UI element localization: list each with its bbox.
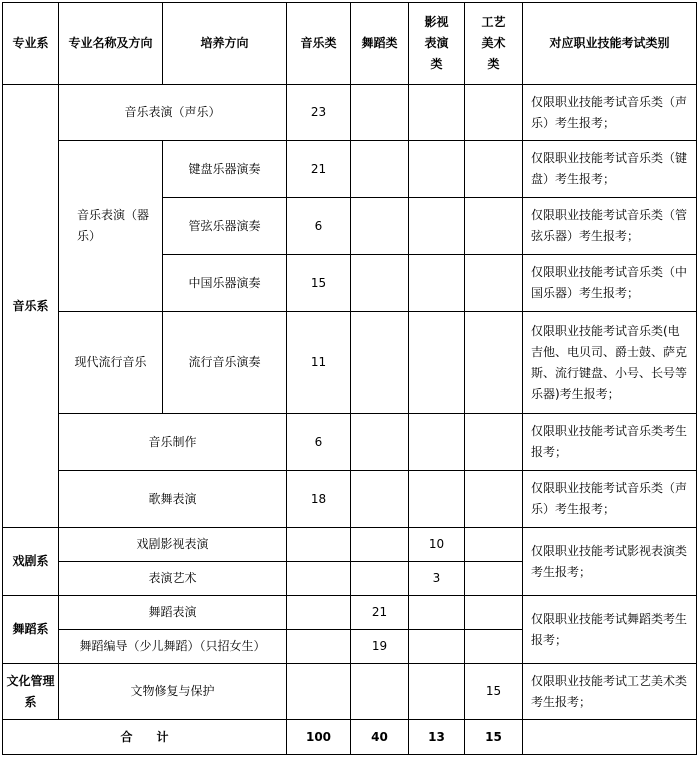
music-count: 21: [287, 141, 351, 198]
major-cell: 歌舞表演: [59, 471, 287, 528]
header-music: 音乐类: [287, 3, 351, 85]
table-row: [3, 312, 697, 414]
direction-cell: 中国乐器演奏: [163, 255, 287, 312]
table-row: [3, 471, 697, 528]
header-film: [409, 3, 465, 85]
header-direction: 培养方向: [163, 3, 287, 85]
exam-cell: 仅限职业技能考试工艺美术类考生报考；: [523, 664, 697, 720]
header-dept: 专业系: [3, 3, 59, 85]
major-cell: 音乐表演（声乐）: [59, 85, 287, 141]
dance-count: 19: [351, 630, 409, 664]
header-row: [3, 3, 697, 85]
exam-cell: 仅限职业技能考试音乐类（声乐）考生报考；: [523, 85, 697, 141]
music-count: 6: [287, 414, 351, 471]
header-craft: [465, 3, 523, 85]
table-row: [3, 528, 697, 562]
total-music: 100: [287, 720, 351, 755]
enrollment-table: [2, 2, 697, 755]
craft-count: 15: [465, 664, 523, 720]
major-cell: 表演艺术: [59, 562, 287, 596]
table-row: [3, 85, 697, 141]
table-row: [3, 664, 697, 720]
header-craft-line: 美术: [481, 36, 506, 50]
exam-cell: 仅限职业技能考试音乐类考生报考；: [523, 414, 697, 471]
major-cell: 音乐制作: [59, 414, 287, 471]
table-row: [3, 596, 697, 630]
exam-cell: 仅限职业技能考试舞蹈类考生报考；: [523, 596, 697, 664]
header-film-line: 类: [430, 57, 443, 71]
exam-cell: 仅限职业技能考试音乐类（中国乐器）考生报考；: [523, 255, 697, 312]
exam-cell: 仅限职业技能考试音乐类(电吉他、电贝司、爵士鼓、萨克斯、流行键盘、小号、长号等乐器)考生报考；: [523, 312, 697, 414]
dept-culture: 文化管理系: [3, 664, 59, 720]
dept-drama: 戏剧系: [3, 528, 59, 596]
dept-dance: 舞蹈系: [3, 596, 59, 664]
direction-cell: 管弦乐器演奏: [163, 198, 287, 255]
exam-cell: 仅限职业技能考试音乐类（声乐）考生报考；: [523, 471, 697, 528]
film-count: 10: [409, 528, 465, 562]
header-craft-line: 工艺: [481, 15, 506, 29]
music-count: 11: [287, 312, 351, 414]
music-count: 23: [287, 85, 351, 141]
direction-cell: 键盘乐器演奏: [163, 141, 287, 198]
dance-count: 21: [351, 596, 409, 630]
music-count: 15: [287, 255, 351, 312]
total-label: 合 计: [3, 720, 287, 755]
major-cell: 舞蹈表演: [59, 596, 287, 630]
total-film: 13: [409, 720, 465, 755]
exam-cell: 仅限职业技能考试音乐类（键盘）考生报考；: [523, 141, 697, 198]
header-film-line: 表演: [424, 36, 449, 50]
dept-music: 音乐系: [3, 85, 59, 528]
header-exam: 对应职业技能考试类别: [523, 3, 697, 85]
music-count: 18: [287, 471, 351, 528]
film-count: 3: [409, 562, 465, 596]
total-row: [3, 720, 697, 755]
total-dance: 40: [351, 720, 409, 755]
exam-cell: 仅限职业技能考试影视表演类考生报考；: [523, 528, 697, 596]
total-craft: 15: [465, 720, 523, 755]
major-cell: 舞蹈编导（少儿舞蹈）（只招女生）: [59, 630, 287, 664]
major-cell: 现代流行音乐: [59, 312, 163, 414]
header-film-line: 影视: [424, 15, 449, 29]
direction-cell: 流行音乐演奏: [163, 312, 287, 414]
music-count: 6: [287, 198, 351, 255]
major-cell: 文物修复与保护: [59, 664, 287, 720]
table-row: [3, 414, 697, 471]
header-dance: 舞蹈类: [351, 3, 409, 85]
header-craft-line: 类: [487, 57, 500, 71]
major-cell: 戏剧影视表演: [59, 528, 287, 562]
major-cell: 音乐表演（器乐）: [59, 141, 163, 312]
table-row: [3, 141, 697, 198]
header-major: 专业名称及方向: [59, 3, 163, 85]
exam-cell: 仅限职业技能考试音乐类（管弦乐器）考生报考；: [523, 198, 697, 255]
